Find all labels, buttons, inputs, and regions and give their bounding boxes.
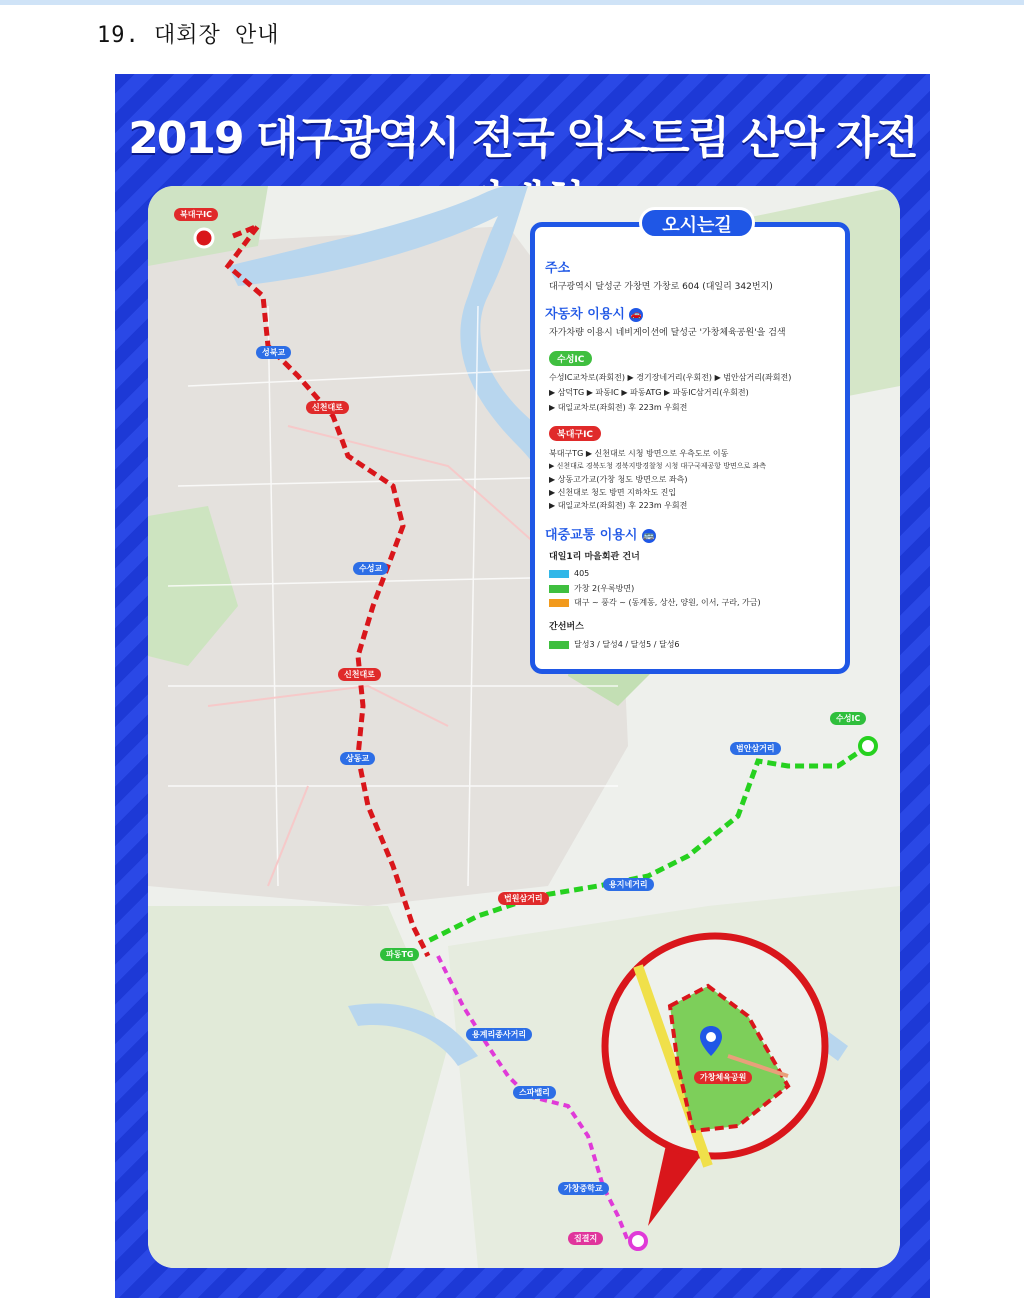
directions-panel: [530, 215, 850, 674]
label-red-2: 신천대로: [306, 401, 349, 414]
route1-line: 수성IC교차로(좌회전) ▶ 경기장네거리(우회전) ▶ 범안삼거리(좌회전): [549, 373, 792, 382]
label-green-3: 법원삼거리: [498, 892, 549, 905]
label-start-ic: 북대구IC: [174, 208, 218, 221]
bus-stop-2: 간선버스: [549, 622, 584, 632]
bus-type-badge: [549, 599, 569, 607]
bus-row: [549, 583, 634, 594]
label-green-4: 파동TG: [380, 948, 419, 961]
label-green-start: 수성IC: [830, 712, 866, 725]
poster-title: 2019 대구광역시 전국 익스트림 산악 자전: [128, 113, 917, 164]
directions-title: 오시는길: [639, 207, 755, 239]
bus-row: [549, 569, 589, 578]
car-heading: [545, 303, 643, 322]
bus-stop-1: 대일1리 마을회관 건너: [549, 552, 640, 562]
label-pink-2: 스파밸리: [513, 1086, 556, 1099]
car-description: 자가차량 이용시 네비게이션에 달성군 '가창체육공원'을 검색: [549, 328, 786, 338]
label-red-4: 신천대로: [338, 668, 381, 681]
route2-line: 북대구TG ▶ 신천대로 시청 방면으로 우측도로 이동: [549, 449, 729, 458]
route1-line: ▶ 대일교차로(좌회전) 후 223m 우회전: [549, 403, 688, 412]
event-poster: [115, 74, 930, 1298]
bus-route: 405: [574, 569, 590, 578]
route2-line: ▶ 신천대로 청도 방면 지하차도 진입: [549, 488, 677, 497]
label-red-5: 상동교: [340, 752, 375, 765]
bus-route: 달성3 / 달성4 / 달성5 / 달성6: [574, 640, 680, 649]
bus-route: 가창 2(우록방면): [574, 584, 635, 593]
transit-heading-label: 대중교통 이용시: [545, 528, 638, 543]
route-tag-bukdaegu: 북대구IC: [549, 426, 601, 441]
route2-line: ▶ 대일교차로(좌회전) 후 223m 우회전: [549, 501, 688, 510]
bus-type-badge: [549, 641, 569, 649]
label-end-point: 집결지: [568, 1232, 603, 1245]
label-green-2: 용지네거리: [603, 878, 654, 891]
label-red-1: 성북교: [256, 346, 291, 359]
route-map: [148, 186, 900, 1268]
transit-heading: [545, 524, 656, 543]
route2-line: ▶ 신천대로 경북도청 경북지방경찰청 시청 대구국제공항 방면으로 좌측: [549, 462, 767, 470]
bus-type-badge: [549, 585, 569, 593]
section-heading: 19. 대회장 안내: [97, 23, 280, 48]
bus-row: [549, 597, 761, 608]
address-text: 대구광역시 달성군 가창면 가창로 604 (대일리 342번지): [549, 282, 773, 292]
label-pink-1: 용계리종사거리: [466, 1028, 532, 1041]
bus-route: 대구 ~ 풍각 ~ (동계동, 상산, 양원, 이서, 구라, 가금): [574, 598, 761, 607]
route2-line: ▶ 상동고가교(가창 청도 방면으로 좌측): [549, 475, 688, 484]
label-red-3: 수성교: [353, 562, 388, 575]
label-pink-3: 가창중학교: [558, 1182, 609, 1195]
bus-row: [549, 639, 680, 650]
bus-icon: 🚌: [643, 530, 655, 541]
car-heading-label: 자동차 이용시: [545, 307, 625, 322]
label-green-1: 범안삼거리: [730, 742, 781, 755]
location-pin-icon: [700, 1026, 722, 1056]
route-tag-suseong: 수성IC: [549, 351, 592, 366]
bus-type-badge: [549, 570, 569, 578]
address-heading: 주소: [545, 261, 571, 276]
route1-line: ▶ 삼덕TG ▶ 파동IC ▶ 파동ATG ▶ 파동IC삼거리(우회전): [549, 388, 749, 397]
top-accent-bar: [0, 0, 1024, 5]
car-icon: 🚗: [630, 309, 643, 320]
label-venue: 가창체육공원: [694, 1071, 752, 1084]
